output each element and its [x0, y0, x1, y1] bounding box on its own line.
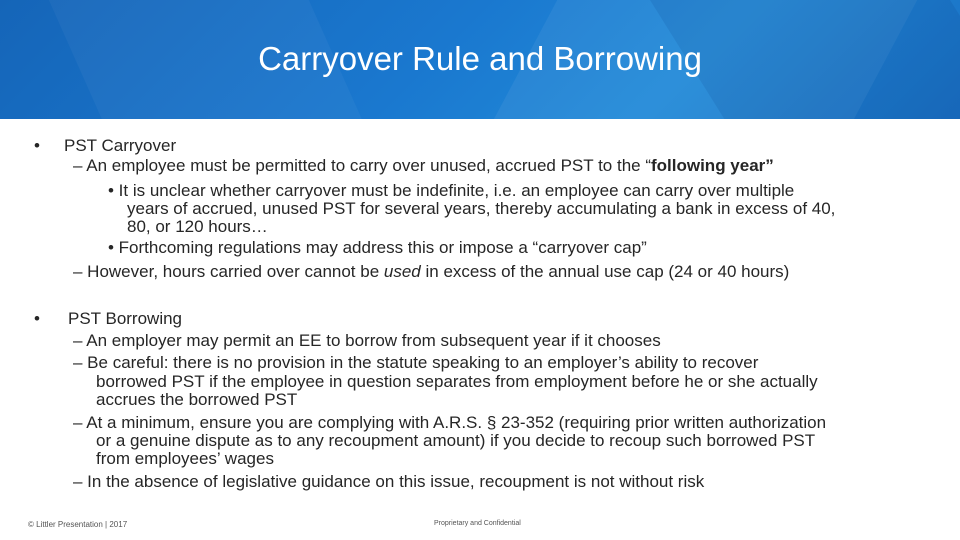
footer-confidential: Proprietary and Confidential [434, 520, 521, 527]
sub-bullet-carryover-1 [73, 156, 774, 175]
sub-bullet-borrowing-2: – Be careful: there is no provision in the statute speaking to an employer’s ability to recover [73, 353, 759, 372]
sub-bullet-borrowing-4: – In the absence of legislative guidance on this issue, recoupment is not without risk [73, 472, 705, 491]
bullet-heading-borrowing: PST Borrowing [68, 309, 183, 328]
sub-sub-bullet-line: • It is unclear whether carryover must be indefinite, i.e. an employee can carry over multiple [108, 181, 795, 200]
sub-bullet-borrowing-3-cont: from employees’ wages [96, 449, 274, 468]
slide-title: Carryover Rule and Borrowing [258, 40, 702, 77]
sub-sub-bullet-line: 80, or 120 hours… [127, 217, 268, 236]
text-segment: – An employee must be permitted to carry over unused, accrued PST to the “ [73, 156, 651, 175]
bold-text: following year” [650, 156, 774, 175]
sub-bullet-borrowing-2-cont: accrues the borrowed PST [96, 390, 298, 409]
text-segment: in excess of the annual use cap (24 or 40 hours) [420, 262, 790, 281]
sub-bullet-borrowing-2-cont: borrowed PST if the employee in question separates from employment before he or she actually [96, 372, 818, 391]
sub-bullet-borrowing-3: – At a minimum, ensure you are complying with A.R.S. § 23-352 (requiring prior written authorization [73, 413, 827, 432]
sub-sub-bullet-line: years of accrued, unused PST for several years, thereby accumulating a bank in excess of 40, [127, 199, 836, 218]
bullet-heading-carryover: PST Carryover [64, 136, 177, 155]
text-segment: – However, hours carried over cannot be [73, 262, 384, 281]
bullet-marker: • [34, 136, 40, 155]
sub-bullet-borrowing-3-cont: or a genuine dispute as to any recoupment amount) if you decide to recoup such borrowed PST [96, 431, 816, 450]
footer-copyright: © Littler Presentation | 2017 [28, 520, 128, 529]
bullet-marker: • [34, 309, 40, 328]
sub-sub-bullet-line: • Forthcoming regulations may address this or impose a “carryover cap” [108, 238, 647, 257]
sub-bullet-borrowing-1: – An employer may permit an EE to borrow from subsequent year if it chooses [73, 331, 661, 350]
sub-bullet-carryover-2 [73, 262, 789, 281]
italic-text: used [383, 262, 421, 281]
